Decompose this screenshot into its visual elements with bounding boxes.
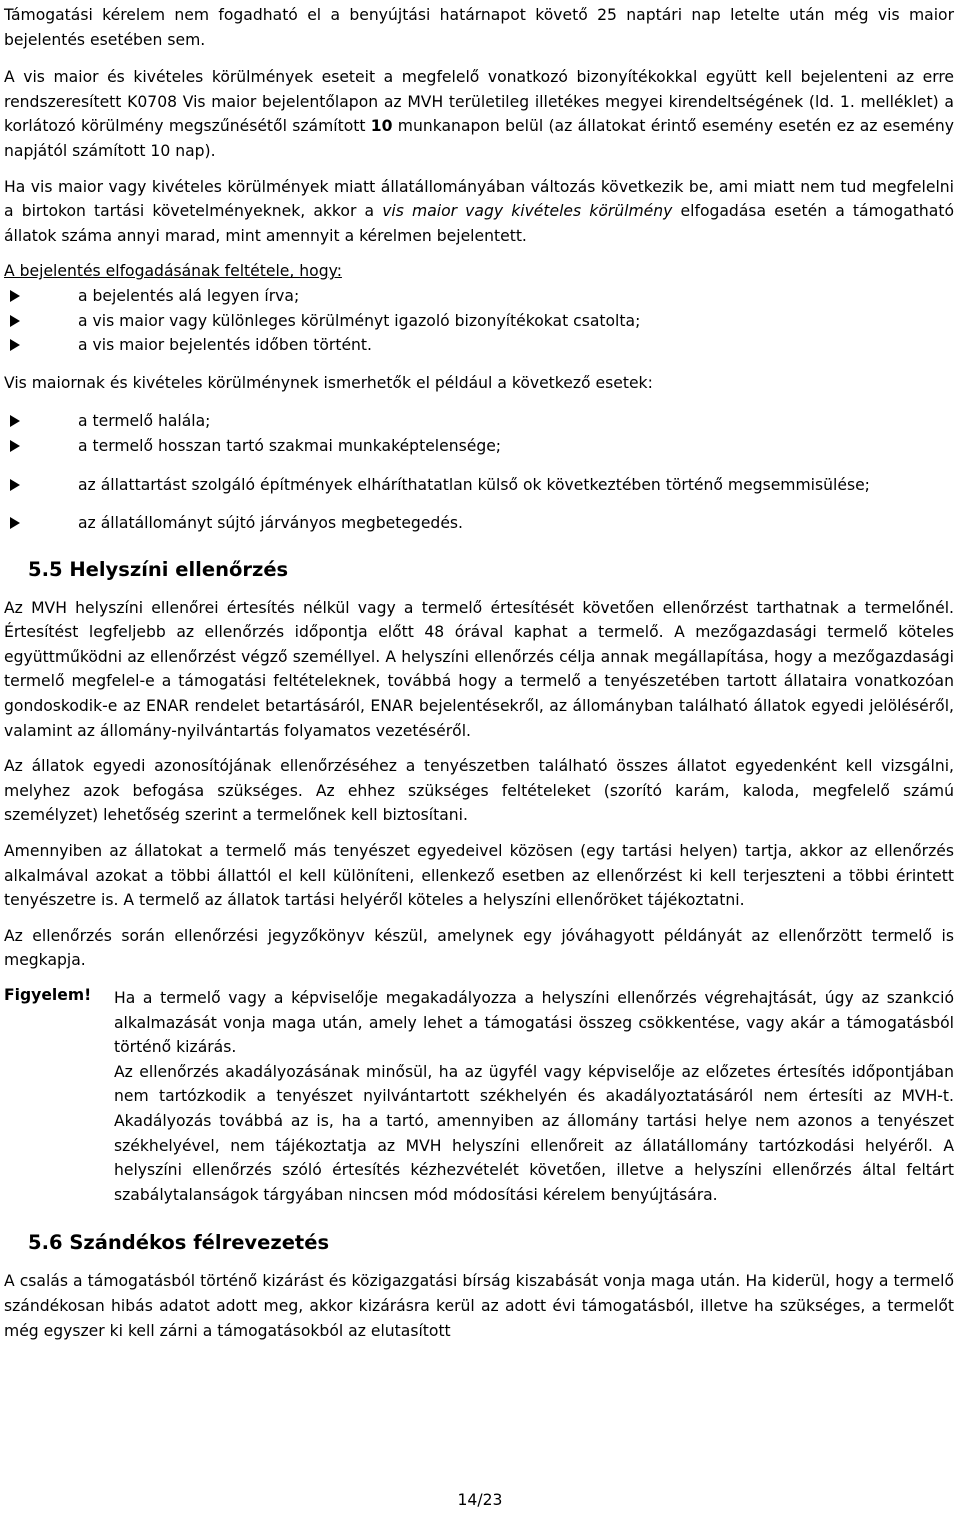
square-bullet-icon [9, 414, 21, 428]
square-bullet-icon [9, 338, 21, 352]
square-bullet-icon [9, 314, 21, 328]
section-5-5-heading: 5.5 Helyszíni ellenőrzés [28, 557, 289, 581]
list-item: a termelő halála; [4, 409, 954, 434]
list-item: a vis maior vagy különleges körülményt igazoló bizonyítékokat csatolta; [4, 309, 954, 334]
square-bullet-icon [9, 439, 21, 453]
paragraph-individual-id-check: Az állatok egyedi azonosítójának ellenőrzéséhez a tenyészetben található összes állatot egyedenként kell vizsgálni, melyhez azok befogása szükséges. Az ehhez szükséges feltételeket (szorító karám, kaloda, megfelelő számú személyzet) lehetőség szerint a termelőnek kell biztosítani. [4, 757, 954, 825]
list-item: a bejelentés alá legyen írva; [4, 284, 954, 309]
list-item: a vis maior bejelentés időben történt. [4, 333, 954, 358]
paragraph-fraud: A csalás a támogatásból történő kizárást és közigazgatási bírság kiszabását vonja maga után. Ha kiderül, hogy a termelő szándékosan hibás adatot adott meg, akkor kizárásra kerül az adott évi támogatásból, illetve ha szükséges, a termelőt még egyszer ki kell zárni a támogatásokból az elutasított [4, 1272, 954, 1340]
warning-paragraph: Az ellenőrzés akadályozásának minősül, ha az ügyfél vagy képviselője az előzetes értesítés időpontjában nem tartózkodik a tenyészet nyilvántartott székhelyén és akadályoztatásáról nem értesíti az MVH-t. Akadályozás továbbá az is, ha a tartó, amennyiben az állomány tartási helye nem azonos a tenyészet székhelyével, nem tájékoztatja az MVH helyszíni ellenőreit az állatállomány tartózkodási helyéről. A helyszíni ellenőrzés szóló értesítés kézhezvételét követően, illetve a helyszíni ellenőrzés által feltárt szabálytalanságok tárgyában nincsen mód módosítási kérelem benyújtására. [114, 1062, 954, 1204]
paragraph-inspection-report: Az ellenőrzés során ellenőrzési jegyzőkönyv készül, amelynek egy jóváhagyott példányát az ellenőrzött termelő is megkapja. [4, 926, 954, 970]
examples-intro: Vis maiornak és kivételes körülménynek ismerhetők el például a következő esetek: [4, 373, 653, 392]
square-bullet-icon [9, 478, 21, 492]
warning-body [114, 986, 954, 1207]
paragraph-on-site-inspection: Az MVH helyszíni ellenőrei értesítés nélkül vagy a termelő értesítését követően ellenőrzést tarthatnak a termelőnél. Értesítést legfeljebb az ellenőrzés időpontja előtt 48 órával kaphat a termelő. A mezőgazdasági termelő köteles együttműködni az ellenőrzést végző személlyel. A helyszíni ellenőrzés célja annak megállapítása, hogy a mezőgazdasági termelő megfelel-e a támogatási feltételeknek, továbbá hogy a termelő a tenyészetében tartott állataira vonatkozóan gondoskodik-e az ENAR rendelet betartásáról, ENAR bejelentésekről, az állományban található állatok egyedi jelöléséről, valamint az állomány-nyilvántartás folyamatos vezetéséről. [4, 598, 954, 740]
warning-label: Figyelem! [4, 986, 92, 1004]
warning-paragraph: Ha a termelő vagy a képviselője megakadályozza a helyszíni ellenőrzés végrehajtását, úgy az szankció alkalmazását vonja maga után, amely lehet a támogatási összeg csökkentése, vagy akár a támogatásból történő kizárás. [114, 989, 954, 1057]
square-bullet-icon [9, 289, 21, 303]
list-item: az állatállományt sújtó járványos megbetegedés. [4, 511, 954, 536]
warning-block [4, 986, 954, 1207]
paragraph-stock-change: Ha vis maior vagy kivételes körülmények miatt állatállományában változás következik be, ami miatt nem tud megfelelni a birtokon tartási követelményeknek, akkor a vis maior vagy kivételes körülmény elfogadása esetén a támogatható állatok száma annyi marad, mint amennyit a kérelmen bejelentett. [4, 177, 954, 245]
section-5-6-heading: 5.6 Szándékos félrevezetés [28, 1231, 330, 1255]
paragraph-vis-maior-reporting: A vis maior és kivételes körülmények eseteit a megfelelő vonatkozó bizonyítékokkal együtt kell bejelenteni az erre rendszeresített K0708 Vis maior bejelentőlapon az MVH területileg illetékes megyei kirendeltségének (ld. 1. melléklet) a korlátozó körülmény megszűnésétől számított 10 munkanapon belül (az állatokat érintő esemény esetén ez az esemény napjától számított 10 nap). [4, 68, 954, 160]
list-item: a termelő hosszan tartó szakmai munkaképtelensége; [4, 434, 954, 459]
conditions-list [4, 284, 954, 358]
square-bullet-icon [9, 516, 21, 530]
paragraph-late-submission: Támogatási kérelem nem fogadható el a benyújtási határnapot követő 25 naptári nap letelte után még vis maior bejelentés esetében sem. [4, 6, 954, 49]
paragraph-shared-holding: Amennyiben az állatokat a termelő más tenyészet egyedeivel közösen (egy tartási helyen) tartja, akkor az ellenőrzés alkalmával azokat a többi állattól el kell különíteni, ellenkező esetben az ellenőrzést ki kell terjeszteni a többi érintett tenyészetre is. A termelő az állatok tartási helyéről köteles a helyszíni ellenőröket tájékoztatni. [4, 842, 954, 910]
conditions-heading: A bejelentés elfogadásának feltétele, hogy: [4, 262, 342, 281]
list-item: az állattartást szolgáló építmények elháríthatatlan külső ok következtében történő megsemmisülése; [4, 473, 954, 498]
page-number: 14/23 [457, 1491, 503, 1509]
document-page [4, 0, 954, 1343]
examples-list [4, 409, 954, 535]
